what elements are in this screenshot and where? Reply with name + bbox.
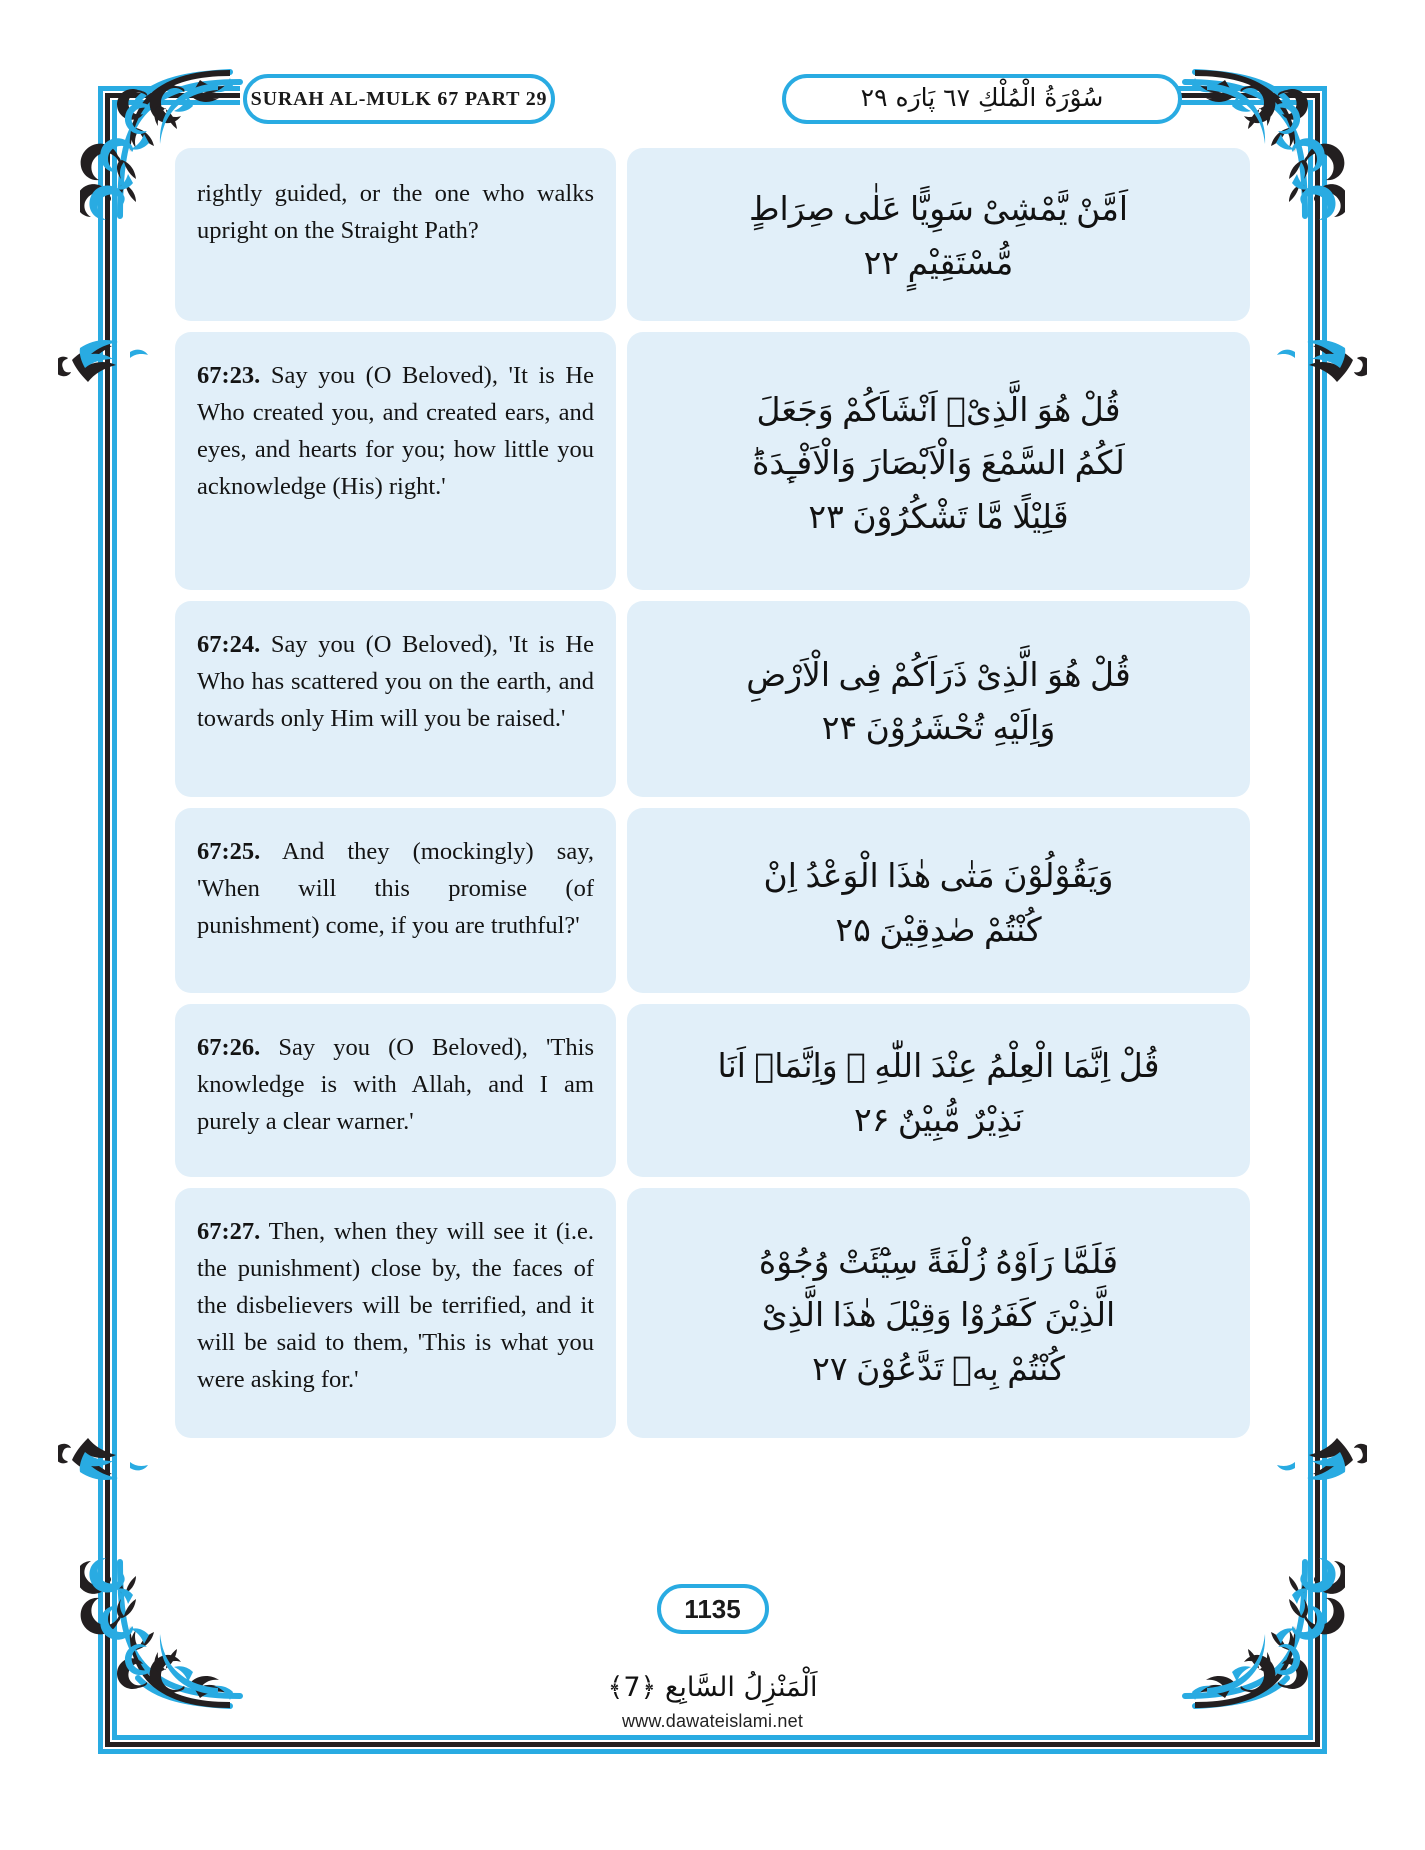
header-surah-title-arabic: سُوْرَةُ الْمُلْكِ ٦٧ پَارَه ٢٩ — [860, 83, 1104, 112]
verse-row — [175, 1188, 1250, 1438]
verse-translation-text — [197, 1214, 594, 1399]
verse-arabic-line: كُنْتُمْ صٰدِقِيْنَ ۲۵ — [835, 909, 1042, 949]
verse-arabic-panel — [627, 332, 1250, 590]
verse-translation-text — [197, 358, 594, 506]
verse-arabic-line: وَيَقُوْلُوْنَ مَتٰى هٰذَا الْوَعْدُ اِنْ — [763, 856, 1114, 896]
page-header — [0, 74, 1425, 130]
verse-arabic-line: الَّذِيْنَ كَفَرُوْا وَقِيْلَ هٰذَا الَّذِیْ — [761, 1295, 1116, 1335]
verse-number-label: 67:25. — [197, 838, 261, 865]
page-number: 1135 — [684, 1593, 741, 1624]
verse-arabic-line: كُنْتُمْ بِهٖ تَدَّعُوْنَ ۲۷ — [812, 1348, 1065, 1388]
verse-arabic-panel — [627, 1004, 1250, 1177]
verse-translation-text — [197, 1030, 594, 1141]
page-number-capsule — [657, 1584, 769, 1634]
verse-arabic-line: وَاِلَيْهِ تُحْشَرُوْنَ ۲۴ — [821, 708, 1056, 747]
verse-row — [175, 808, 1250, 993]
header-surah-title-capsule-arabic — [782, 74, 1182, 124]
verse-arabic-line: لَكُمُ السَّمْعَ وَالْاَبْصَارَ وَالْاَفْـِٕدَةَؕ — [752, 443, 1125, 483]
verse-number-label: 67:23. — [197, 362, 261, 389]
verse-arabic-line: قُلْ هُوَ الَّذِیْ ذَرَاَكُمْ فِی الْاَرْضِ — [746, 654, 1131, 694]
verse-translation-body: Then, when they will see it (i.e. the punishment) close by, the faces of the disbelievers will be terrified, and it will be said to them, 'This is what you were asking for.' — [197, 1218, 594, 1393]
verse-translation-panel — [175, 1188, 616, 1438]
verse-translation-panel — [175, 148, 616, 321]
verse-number-label: 67:24. — [197, 631, 261, 658]
verse-list — [175, 148, 1250, 1578]
header-surah-title-english: SURAH AL-MULK 67 PART 29 — [250, 87, 548, 110]
verse-translation-panel — [175, 601, 616, 797]
verse-translation-body: And they (mockingly) say, 'When will this promise (of punishment) come, if you are truthful?' — [197, 838, 594, 939]
verse-row — [175, 148, 1250, 321]
verse-arabic-line: قُلْ اِنَّمَا الْعِلْمُ عِنْدَ اللّٰهِ ۪ وَاِنَّمَاۤ اَنَا — [717, 1046, 1160, 1086]
verse-arabic-line: فَلَمَّا رَاَوْهُ زُلْفَةً سِيْٓئَتْ وُجُوْهُ — [758, 1241, 1119, 1281]
verse-translation-text: rightly guided, or the one who walks upright on the Straight Path? — [197, 180, 594, 244]
verse-translation-body: Say you (O Beloved), 'It is He Who has scattered you on the earth, and towards only Him will you be raised.' — [197, 631, 594, 732]
verse-translation-panel — [175, 332, 616, 590]
manzil-label: اَلْمَنْزِلُ السَّابِع ﴿7﴾ — [607, 1672, 818, 1704]
header-surah-title-capsule — [243, 74, 555, 124]
verse-row — [175, 1004, 1250, 1177]
verse-arabic-panel — [627, 1188, 1250, 1438]
verse-arabic-line: اَمَّنْ يَّمْشِیْ سَوِیًّا عَلٰى صِرَاطٍ — [748, 189, 1129, 229]
verse-translation-panel — [175, 1004, 616, 1177]
verse-translation-body: Say you (O Beloved), 'This knowledge is with Allah, and I am purely a clear warner.' — [197, 1034, 594, 1135]
verse-translation-panel — [175, 808, 616, 993]
verse-translation-text — [197, 834, 594, 945]
verse-arabic-line: قَلِيْلًا مَّا تَشْكُرُوْنَ ۲۳ — [808, 496, 1069, 536]
verse-row — [175, 601, 1250, 797]
verse-arabic-panel — [627, 808, 1250, 993]
verse-number-label: 67:27. — [197, 1218, 261, 1245]
verse-arabic-line: مُّسْتَقِيْمٍ ۲۲ — [863, 242, 1014, 282]
verse-number-label: 67:26. — [197, 1034, 261, 1061]
verse-arabic-line: قُلْ هُوَ الَّذِیْۤ اَنْشَاَكُمْ وَجَعَلَ — [756, 389, 1121, 429]
website-url: www.dawateislami.net — [621, 1711, 804, 1731]
page-footer — [0, 1671, 1425, 1732]
verse-arabic-panel — [627, 148, 1250, 321]
verse-arabic-panel — [627, 601, 1250, 797]
verse-translation-text — [197, 627, 594, 738]
verse-row — [175, 332, 1250, 590]
verse-arabic-line: نَذِيْرٌ مُّبِيْنٌ ۲۶ — [853, 1099, 1024, 1139]
verse-translation-body: Say you (O Beloved), 'It is He Who created you, and created ears, and eyes, and hearts for you; how little you acknowledge (His) right.' — [197, 362, 594, 500]
